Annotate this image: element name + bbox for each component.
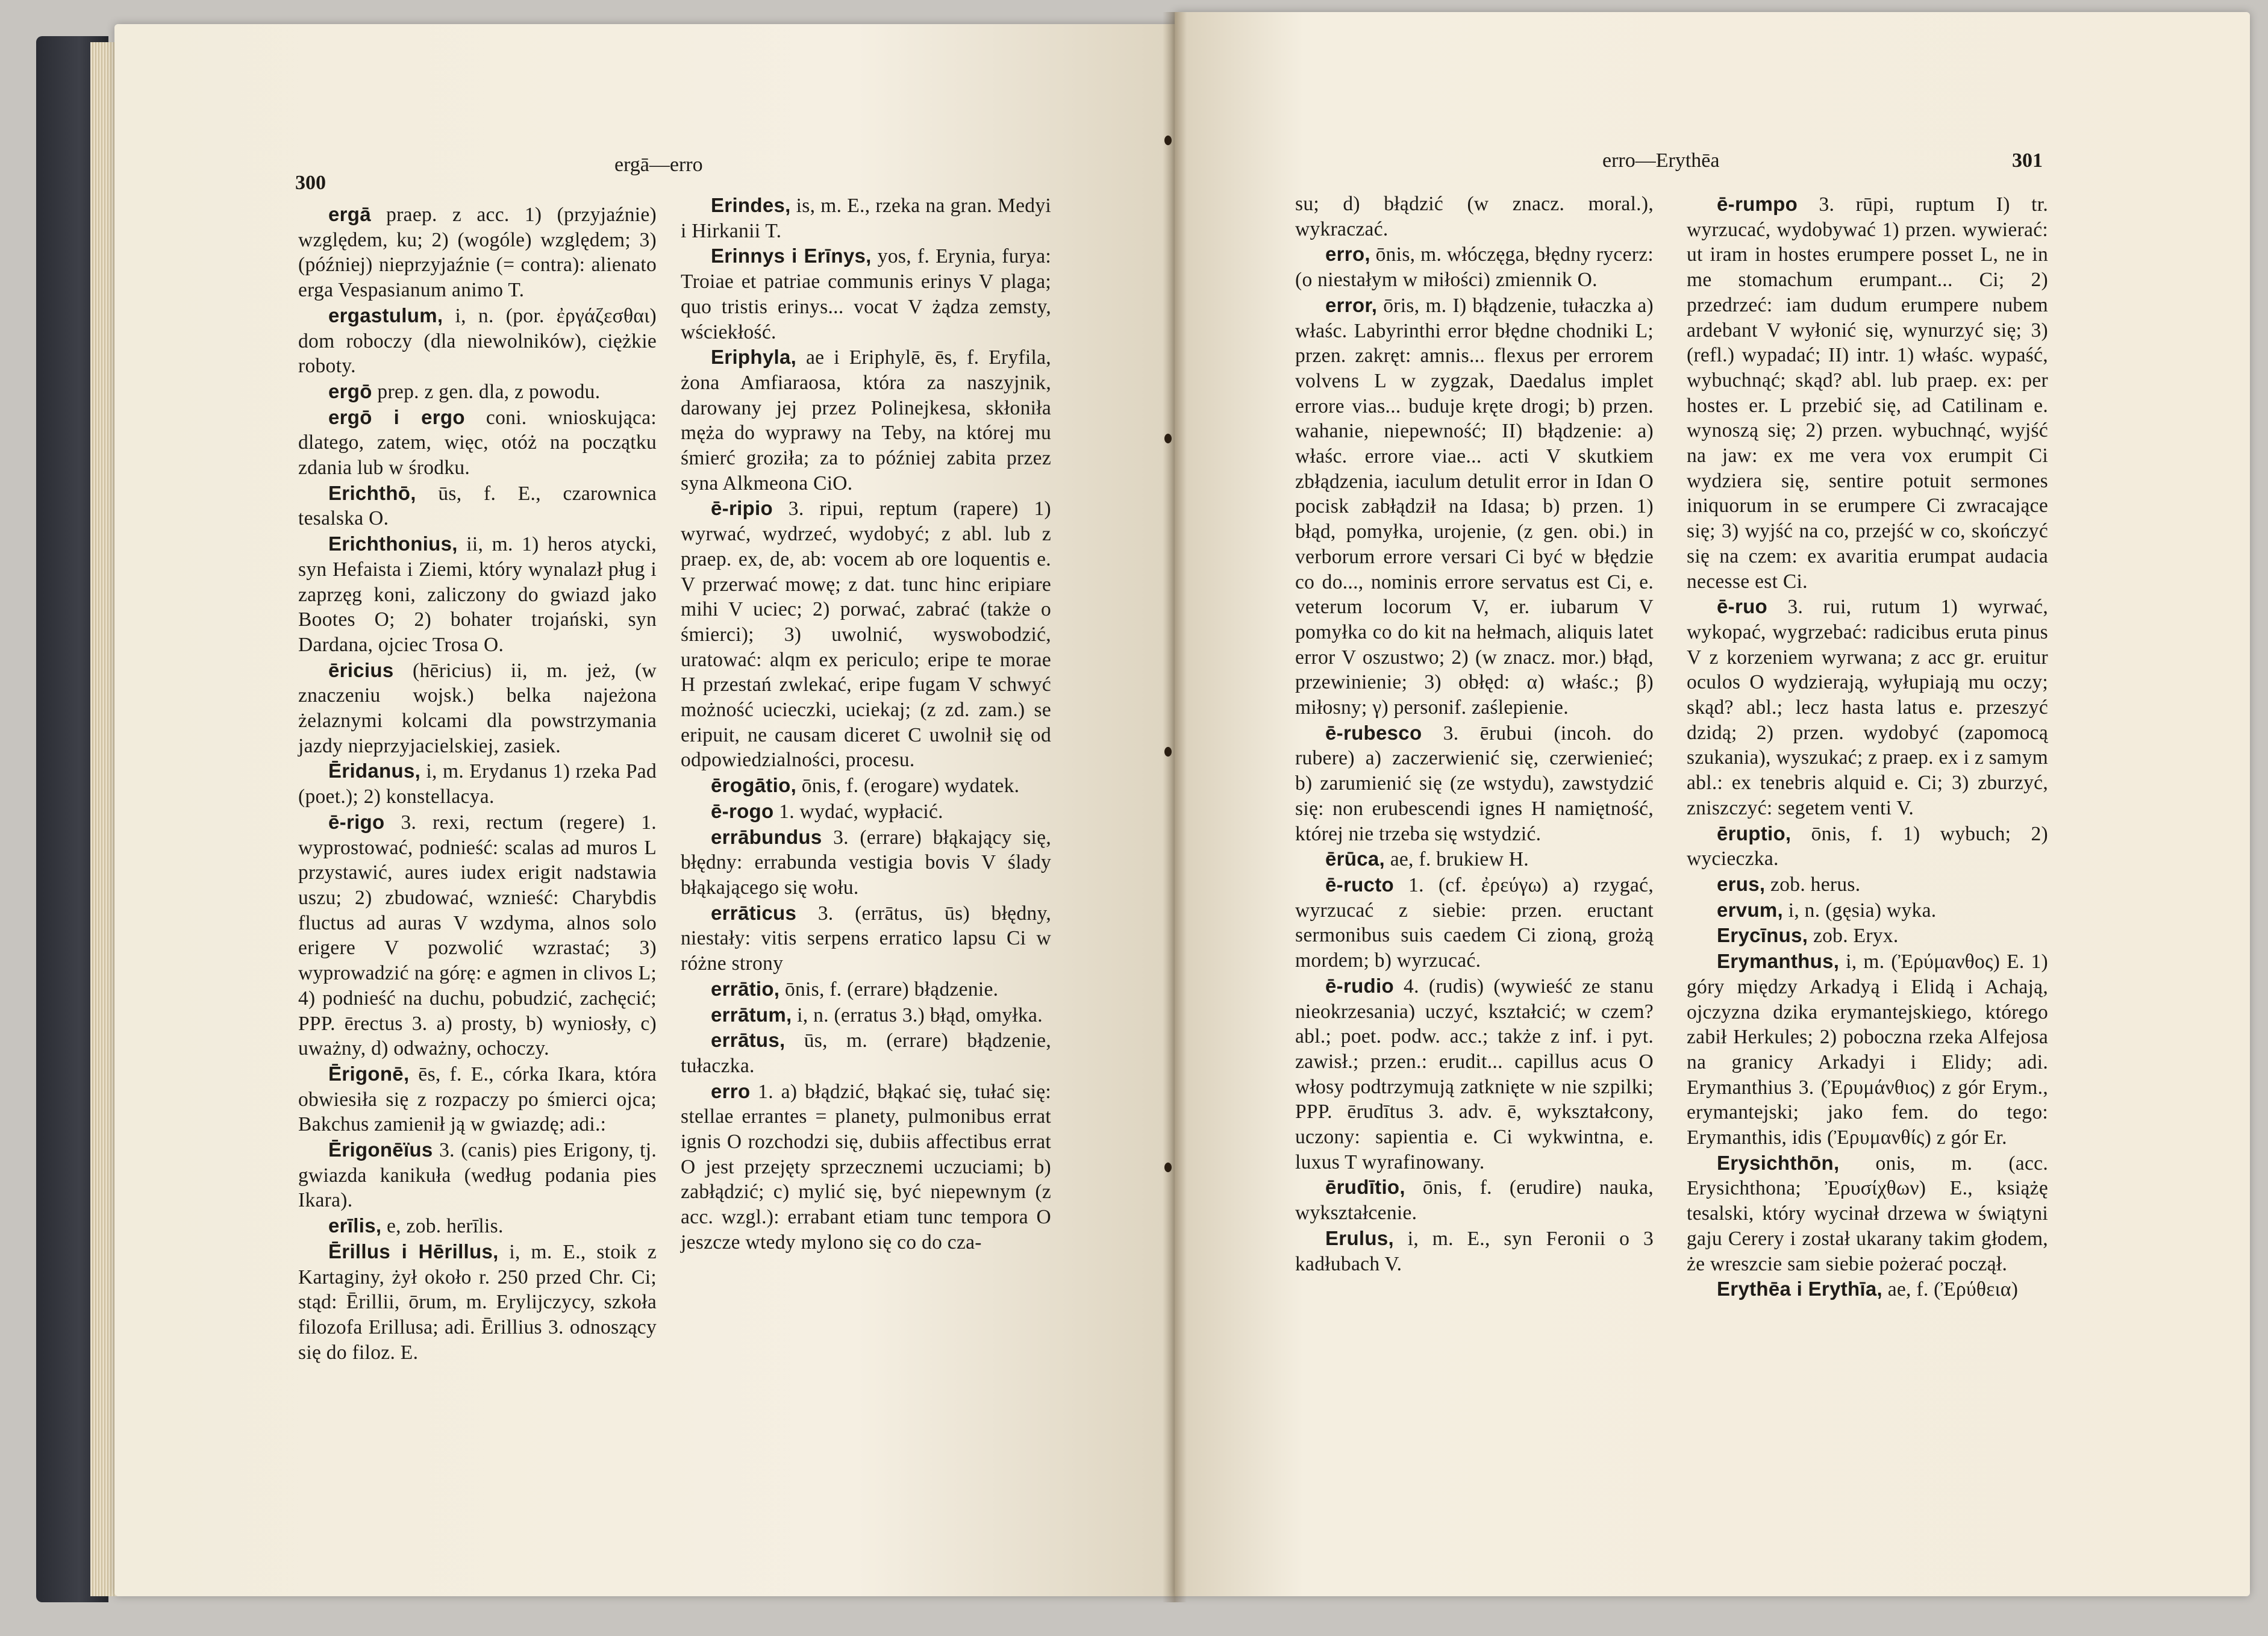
dictionary-entry bbox=[1295, 973, 1654, 1175]
entry-definition: coni. wnioskująca: dlatego, zatem, więc, otóż na początku zdania lub w środku. bbox=[298, 406, 657, 479]
dictionary-column-3 bbox=[1295, 192, 1654, 1276]
entry-definition: 3. ripui, reptum (rapere) 1) wyrwać, wydrzeć, wydobyć; z abl. lub z praep. ex, de, ab: vocem ab ore loquentis e. V przerwać mowę; z dat. tunc hinc eripiare mihi V uciec; 2) porwać, zabrać (także o śmierci); 3) uwolnić, wyswobodzić, uratować: alqm ex periculo; eripe te morae H przestań zwlekać, eripe fugam V schwyć możność ucieczki, uciekaj; (z zd. zam.) se eripuit, ne causam diceret C uwolnił się od odpowiedzialności, procesu. bbox=[681, 498, 1051, 772]
entry-definition: ae i Eriphylē, ēs, f. Eryfila, żona Amfiaraosa, która za naszyjnik, darowany jej przez Polinejkesa, skłoniła męża do wyprawy na Teby, na której mu śmierć groziła; za to później zabita przez syna Alkmeona CiO. bbox=[681, 346, 1051, 495]
left-page-number: 300 bbox=[295, 172, 326, 194]
entry-definition: ōris, m. I) błądzenie, tułaczka a) właśc. Labyrinthi error błędne chodniki L; przen. zakręt: amnis... flexus per errorem volvens L w zygzak, Daedalus implet errore vias... buduje kręte drogi; b) przen. wahanie, niepewność; II) błądzenie: a) właśc. errore viae... acti V skutkiem zbłądzenia, iaculum detulit error in Idan O pocisk zabłądził na Idasa; b) przen. 1) błąd, pomyłka, urojenie, (z gen. obi.) in verborum errore versari Ci być w błędzie co do..., nominis errore servatus est Ci, e. veterum locorum V, er. iubarum V pomyłka co do kit na hełmach, aliquis latet error V oszustwo; 2) (w znacz. mor.) błąd, przewinienie; 3) obłęd: α) właśc.; β) miłosny; γ) personif. zaślepienie. bbox=[1295, 294, 1654, 719]
entry-headword: ē-rumpo bbox=[1717, 193, 1798, 215]
dictionary-entry bbox=[1687, 1151, 2048, 1277]
entry-definition: 3. (errātus, ūs) błędny, niestały: vitis serpens erratico lapsu Ci w różne strony bbox=[681, 902, 1051, 975]
entry-headword: ē-ruo bbox=[1717, 595, 1767, 618]
dictionary-entry bbox=[298, 1213, 657, 1239]
dictionary-entry bbox=[1295, 1175, 1654, 1225]
entry-headword: Ērigonē, bbox=[328, 1062, 410, 1085]
entry-definition: 3. (canis) pies Erigony, tj. gwiazda kanikuła (według podania pies Ikara). bbox=[298, 1139, 657, 1212]
entry-headword: Erichthō, bbox=[328, 481, 416, 504]
dictionary-entry bbox=[298, 303, 657, 379]
entry-headword: ērūca, bbox=[1325, 848, 1385, 870]
entry-definition: 1. wydać, wypłacić. bbox=[773, 800, 943, 823]
entry-definition: e, zob. herīlis. bbox=[381, 1215, 504, 1238]
entry-headword: Ērigonēïus bbox=[328, 1138, 433, 1161]
dictionary-entry bbox=[298, 810, 657, 1061]
entry-definition: (hēricius) ii, m. jeż, (w znaczeniu wojsk.) belka najeżona żelaznymi kolcami dla powstrzymania jazdy nieprzyjacielskiej, zasiek. bbox=[298, 659, 657, 757]
binding-stitch bbox=[1164, 747, 1172, 757]
entry-headword: Ēridanus, bbox=[328, 760, 421, 782]
binding-stitch bbox=[1164, 1163, 1172, 1172]
entry-headword: ervum, bbox=[1717, 898, 1784, 921]
entry-headword: ergō i ergo bbox=[328, 405, 465, 428]
dictionary-entry bbox=[1687, 594, 2048, 820]
entry-definition: yos, f. Erynia, furya: Troiae et patriae communis erinys V plaga; quo tristis erinys... vocat V żądza zemsty, wściekłość. bbox=[681, 245, 1051, 343]
entry-definition: i, m. E., syn Feronii o 3 kadłubach V. bbox=[1295, 1227, 1654, 1275]
dictionary-entry bbox=[1295, 242, 1654, 292]
entry-headword: ē-rudio bbox=[1325, 974, 1394, 997]
dictionary-entry bbox=[298, 405, 657, 481]
entry-headword: ē-ructo bbox=[1325, 873, 1394, 896]
entry-definition: i, n. (erratus 3.) błąd, omyłka. bbox=[792, 1004, 1043, 1026]
entry-definition: 1. (cf. ἐρεύγω) a) rzygać, wyrzucać z siebie: przen. eructant sermonibus suis caedem Ci zioną, grożą mordem; b) wyrzucać. bbox=[1295, 873, 1654, 972]
entry-definition: ōnis, m. włóczęga, błędny rycerz: (o niestałym w miłości) zmiennik O. bbox=[1295, 243, 1654, 292]
entry-definition: zob. herus. bbox=[1765, 873, 1861, 896]
entry-definition: 3. rexi, rectum (regere) 1. wyprostować, podnieść: scalas ad muros L przystawić, aures iudex erigit nadstawia uszu; 2) zbudować, wznieść: Charybdis fluctus ad auras V wzdyma, alnos solo erigere V pozwolić wzrastać; 3) wyprowadzić na górę: e agmen in clivos L; 4) podnieść na duchu, pobudzić, zachęcić; PPP. ērectus 3. a) prosty, b) wyniosły, c) uważny, d) odważny, ochoczy. bbox=[298, 811, 657, 1060]
entry-definition: 1. a) błądzić, błąkać się, tułać się: stellae errantes = planety, pulmonibus errat ignis O rozchodzi się, dubiis affectibus errat O jest przejęty sprzecznemi uczuciami; b) zabłądzić; c) mylić się, być niepewnym (z acc. wzgl.): errabant etiam tunc tempora O jeszcze wtedy mylono się co do cza- bbox=[681, 1080, 1051, 1254]
dictionary-entry bbox=[1295, 293, 1654, 720]
entry-definition: i, m. E., stoik z Kartaginy, żył około r. 250 przed Chr. Ci; stąd: Ērillii, ōrum, m. Erylijczycy, szkoła filozofa Erillusa; adi. Ērillius 3. odnoszący się do filoz. E. bbox=[298, 1240, 657, 1364]
entry-headword: Erichthonius, bbox=[328, 532, 458, 555]
entry-headword: Erymanthus, bbox=[1717, 950, 1840, 973]
dictionary-entry bbox=[1687, 898, 2048, 923]
dictionary-entry bbox=[298, 202, 657, 303]
binding-stitch bbox=[1164, 136, 1172, 145]
dictionary-entry bbox=[1295, 1226, 1654, 1276]
dictionary-entry bbox=[1687, 192, 2048, 594]
entry-definition: ūs, f. E., czarownica tesalska O. bbox=[298, 482, 657, 530]
entry-headword: Erindes, bbox=[711, 194, 791, 216]
dictionary-entry bbox=[681, 799, 1051, 825]
entry-headword: ergastulum, bbox=[328, 304, 443, 326]
dictionary-entry bbox=[298, 1239, 657, 1366]
entry-definition: ūs, m. (errare) błądzenie, tułaczka. bbox=[681, 1029, 1051, 1077]
dictionary-entry bbox=[681, 243, 1051, 345]
dictionary-entry bbox=[298, 658, 657, 759]
dictionary-entry bbox=[298, 758, 657, 809]
entry-definition: 3. rui, rutum 1) wyrwać, wykopać, wygrzebać: radicibus eruta pinus V z korzeniem wyrwana; z acc gr. eruitur oculos O wydzierają, wyłupiają mu oczy; skąd? abl.; lecz hasta latus e. przeszyć dzidą; 2) przen. wydobyć (zapomocą szukania), wyszukać; z praep. ex i z samym abl.: ex tenebris alquid e. Ci; 3) zburzyć, zniszczyć: segetem venti V. bbox=[1687, 596, 2048, 819]
entry-headword: ēricius bbox=[328, 658, 394, 681]
entry-headword: ē-rubesco bbox=[1325, 721, 1422, 744]
dictionary-entry bbox=[1687, 872, 2048, 898]
dictionary-column-4 bbox=[1687, 192, 2048, 1302]
book-gutter bbox=[1163, 12, 1187, 1602]
entry-definition: ēs, f. E., córka Ikara, która obwiesiła się z rozpaczy po śmierci ojca; Bakchus zamienił ją w gwiazdę; adi.: bbox=[298, 1063, 657, 1136]
entry-headword: errātus, bbox=[711, 1029, 786, 1052]
dictionary-entry bbox=[1687, 1276, 2048, 1302]
right-running-header: erro—Erythēa bbox=[1602, 149, 1720, 172]
entry-definition: onis, m. (acc. Erysichthona; Ἐρυσίχθων) E., książę tesalski, który wycinał drzewa w świątyni gaju Cerery i został ukarany takim głodem, że wreszcie sam siebie pożerać począł. bbox=[1687, 1152, 2048, 1275]
entry-headword: ē-ripio bbox=[711, 497, 773, 520]
entry-definition: ōnis, f. (errare) błądzenie. bbox=[779, 978, 999, 1001]
entry-headword: ē-rogo bbox=[711, 799, 774, 822]
entry-headword: error, bbox=[1325, 293, 1378, 316]
dictionary-entry bbox=[681, 1079, 1051, 1255]
dictionary-entry bbox=[681, 1028, 1051, 1078]
dictionary-entry bbox=[681, 773, 1051, 799]
dictionary-entry bbox=[298, 1061, 657, 1137]
entry-headword: errātio, bbox=[711, 977, 780, 1000]
dictionary-entry bbox=[298, 379, 657, 405]
entry-headword: erro, bbox=[1325, 243, 1370, 266]
entry-headword: Erinnys i Erīnys, bbox=[711, 245, 872, 267]
dictionary-column-2 bbox=[681, 193, 1051, 1255]
dictionary-entry bbox=[1295, 720, 1654, 847]
dictionary-column-1 bbox=[298, 202, 657, 1365]
entry-headword: ērogātio, bbox=[711, 774, 797, 797]
dictionary-entry bbox=[298, 481, 657, 531]
dictionary-entry bbox=[298, 1137, 657, 1213]
dictionary-entry bbox=[681, 901, 1051, 976]
entry-headword: Eriphyla, bbox=[711, 346, 797, 369]
entry-definition: i, m. (Ἐρύμανθος) E. 1) góry między Arkadyą i Elidą i Achają, ojczyzna dzika erymantejskiego, którego zabił Herkules; 2) poboczna rzeka Alfejosa na granicy Arkadyi i Elidy; adi. Erymanthius 3. (Ἐρυμάνθιος) z gór Erym., erymantejski; jako fem. do tego: Erymanthis, idis (Ἐρυμανθίς) z gór Er. bbox=[1687, 951, 2048, 1149]
entry-headword: Ērillus i Hērillus, bbox=[328, 1240, 499, 1263]
dictionary-entry bbox=[1687, 923, 2048, 949]
entry-definition: 4. (rudis) (wywieść ze stanu nieokrzesania) uczyć, kształcić; w czem? abl.; poet. podw. acc.; także z inf. i pyt. zawisł.; przen.: erudit... capillus acus O włosy podtrzymują zatknięte w nie szpilki; PPP. ērudītus 3. adv. ē, wykształcony, uczony: sapientia e. Ci wykwintna, e. luxus T wyrafinowany. bbox=[1295, 975, 1654, 1173]
entry-headword: ergā bbox=[328, 203, 371, 225]
dictionary-entry bbox=[1687, 821, 2048, 872]
dictionary-entry bbox=[681, 1002, 1051, 1028]
left-running-header: ergā—erro bbox=[614, 154, 703, 176]
entry-headword: Erythēa i Erythīa, bbox=[1717, 1278, 1883, 1300]
entry-definition: i, n. (gęsia) wyka. bbox=[1783, 899, 1937, 922]
entry-definition: su; d) błądzić (w znacz. moral.), wykraczać. bbox=[1295, 193, 1654, 240]
entry-definition: 3. ērubui (incoh. do rubere) a) zaczerwienić się, czerwienieć; b) zarumienić się (ze wstydu), zawstydzić się: non erubescendi ignes H namiętność, której nie trzeba się wstydzić. bbox=[1295, 722, 1654, 845]
entry-definition: ae, f. (Ἐρύθεια) bbox=[1882, 1278, 2019, 1301]
entry-headword: errātum, bbox=[711, 1003, 792, 1026]
entry-definition: i, m. Erydanus 1) rzeka Pad (poet.); 2) konstellacya. bbox=[298, 760, 657, 808]
dictionary-entry bbox=[681, 496, 1051, 773]
entry-definition: praep. z acc. 1) (przyjaźnie) względem, ku; 2) (wogóle) względem; 3) (później) nieprzyjaźnie (= contra): alienato erga Vespasianum animo T. bbox=[298, 204, 657, 302]
entry-definition: zob. Eryx. bbox=[1808, 925, 1899, 948]
dictionary-entry bbox=[681, 345, 1051, 496]
entry-headword: ērudītio, bbox=[1325, 1176, 1405, 1199]
entry-definition: ōnis, f. 1) wybuch; 2) wycieczka. bbox=[1687, 822, 2048, 870]
dictionary-entry bbox=[1295, 846, 1654, 872]
entry-definition: ōnis, f. (erogare) wydatek. bbox=[796, 775, 1020, 798]
entry-definition: 3. (errare) błąkający się, błędny: errabunda vestigia bovis V ślady błąkającego się wołu. bbox=[681, 826, 1051, 899]
dictionary-entry bbox=[681, 825, 1051, 901]
dictionary-entry bbox=[1295, 192, 1654, 242]
entry-definition: ōnis, f. (erudire) nauka, wykształcenie. bbox=[1295, 1176, 1654, 1225]
entry-headword: ergō bbox=[328, 379, 372, 402]
entry-headword: erro bbox=[711, 1079, 751, 1102]
entry-headword: Erysichthōn, bbox=[1717, 1151, 1840, 1174]
dictionary-entry bbox=[681, 976, 1051, 1002]
entry-headword: errābundus bbox=[711, 825, 822, 848]
entry-headword: erīlis, bbox=[328, 1214, 382, 1237]
dictionary-entry bbox=[681, 193, 1051, 243]
entry-definition: ae, f. brukiew H. bbox=[1385, 848, 1529, 871]
entry-headword: ēruptio, bbox=[1717, 822, 1792, 845]
entry-headword: ē-rigo bbox=[328, 810, 385, 833]
dictionary-entry bbox=[1295, 872, 1654, 973]
entry-headword: Erycīnus, bbox=[1717, 924, 1808, 947]
dictionary-entry bbox=[298, 531, 657, 658]
entry-headword: errāticus bbox=[711, 901, 797, 924]
entry-headword: Erulus, bbox=[1325, 1226, 1394, 1249]
dictionary-entry bbox=[1687, 949, 2048, 1151]
entry-headword: erus, bbox=[1717, 872, 1766, 895]
entry-definition: is, m. E., rzeka na gran. Medyi i Hirkanii T. bbox=[681, 195, 1051, 242]
entry-definition: 3. rūpi, ruptum I) tr. wyrzucać, wydobywać 1) przen. wywierać: ut iram in hostes erumpere posset L, ne in me stomachum erumpant... Ci; 2) przedrzeć: iam dudum erumpere nubem ardebant V wyłonić się, wynurzyć się; 3) (refl.) wypadać; II) intr. 1) właśc. wypaść, wybuchnąć; skąd? abl. lub praep. ex: per hostes er. L przebić się, ad Catilinam e. wynoszą się; 2) przen. wybuchnąć, wyjść na jaw: ex me vera vox erumpit Ci wydziera się, sentire potuit sermones iniquorum in se erumpere Ci zwracające się; 3) wyjść na co, przejść w co, skończyć się na czem: ex avaritia erumpat audacia necesse est Ci. bbox=[1687, 193, 2048, 593]
entry-definition: ii, m. 1) heros atycki, syn Hefaista i Ziemi, który wynalazł pług i zaprzęg koni, zaliczony do gwiazd jako Bootes O; 2) bohater trojański, syn Dardana, ojciec Trosa O. bbox=[298, 533, 657, 656]
right-page-number: 301 bbox=[2012, 149, 2043, 172]
entry-definition: i, n. (por. ἐργάζεσθαι) dom roboczy (dla niewolników), ciężkie roboty. bbox=[298, 304, 657, 378]
entry-definition: prep. z gen. dla, z powodu. bbox=[372, 380, 601, 403]
binding-stitch bbox=[1164, 434, 1172, 443]
